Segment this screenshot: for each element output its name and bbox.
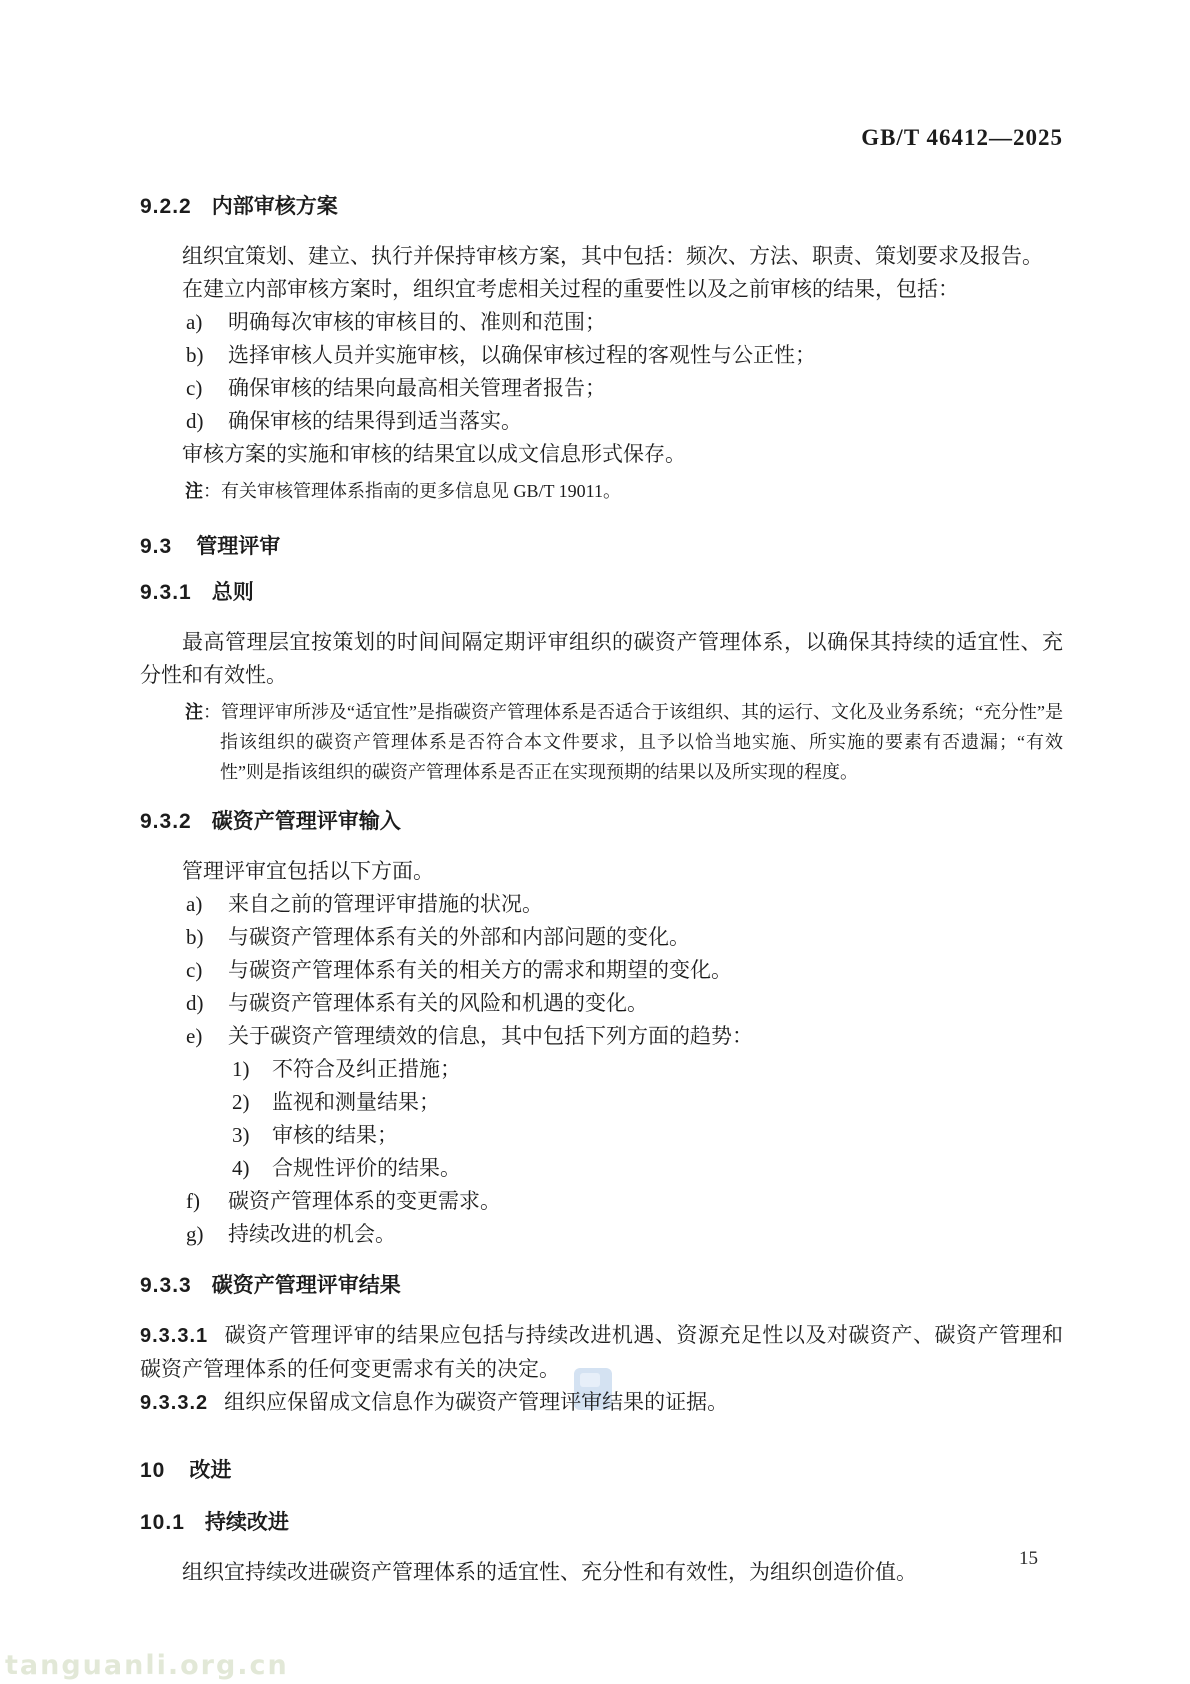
list-item-text: 关于碳资产管理绩效的信息，其中包括下列方面的趋势：	[228, 1024, 753, 1048]
list-item-text: 与碳资产管理体系有关的风险和机遇的变化。	[228, 991, 648, 1015]
page-content	[140, 196, 1063, 1589]
heading-number: 9.3.2	[140, 810, 192, 833]
numbered-sublist	[140, 1053, 1063, 1185]
lettered-list	[140, 888, 1063, 1053]
clause-9-3-3-1	[140, 1319, 1063, 1386]
list-item	[186, 339, 1063, 372]
list-item	[186, 306, 1063, 339]
list-item	[186, 954, 1063, 987]
list-item-text: 监视和测量结果；	[272, 1090, 440, 1114]
heading-9-3-3	[140, 1275, 1063, 1297]
paragraph: 最高管理层宜按策划的时间间隔定期评审组织的碳资产管理体系，以确保其持续的适宜性、充分性和有效性。	[140, 630, 1063, 687]
list-item-text: 碳资产管理体系的变更需求。	[228, 1189, 501, 1213]
list-marker: 4)	[232, 1156, 250, 1180]
paragraph: 审核方案的实施和审核的结果宜以成文信息形式保存。	[182, 442, 686, 466]
clause-text: 组织应保留成文信息作为碳资产管理评审结果的证据。	[224, 1390, 729, 1414]
paragraph: 管理评审宜包括以下方面。	[182, 859, 434, 883]
sublist-item	[232, 1053, 1063, 1086]
heading-10	[140, 1460, 1063, 1482]
heading-number: 9.3	[140, 535, 173, 558]
list-marker: e)	[186, 1024, 203, 1048]
clause-9-3-3-2	[140, 1386, 1063, 1420]
heading-title: 碳资产管理评审输入	[211, 810, 401, 833]
heading-10-1	[140, 1512, 1063, 1534]
note-label: 注	[185, 481, 203, 501]
list-marker: b)	[186, 925, 204, 949]
site-watermark-text: tanguanli.org.cn	[5, 1650, 289, 1681]
list-item-text: 审核的结果；	[272, 1123, 398, 1147]
clause-number: 9.3.3.2	[140, 1392, 209, 1414]
list-marker: 1)	[232, 1057, 250, 1081]
list-item-text: 确保审核的结果得到适当落实。	[228, 409, 522, 433]
list-item-text: 选择审核人员并实施审核，以确保审核过程的客观性与公正性；	[228, 343, 816, 367]
sublist-item	[232, 1152, 1063, 1185]
list-marker: g)	[186, 1222, 204, 1246]
list-marker: c)	[186, 958, 203, 982]
list-marker: 3)	[232, 1123, 250, 1147]
note	[185, 697, 1064, 787]
list-item-text: 明确每次审核的审核目的、准则和范围；	[228, 310, 606, 334]
list-item-text: 不符合及纠正措施；	[272, 1057, 461, 1081]
list-item	[186, 372, 1063, 405]
list-item	[186, 921, 1063, 954]
heading-number: 9.2.2	[140, 195, 192, 218]
heading-number: 10	[140, 1459, 166, 1482]
list-marker: b)	[186, 343, 204, 367]
list-marker: a)	[186, 310, 203, 334]
note-label: 注	[185, 702, 204, 722]
heading-title: 碳资产管理评审结果	[211, 1274, 401, 1297]
list-marker: d)	[186, 409, 204, 433]
note	[185, 476, 1063, 506]
list-item	[186, 405, 1063, 438]
list-marker: a)	[186, 892, 203, 916]
heading-number: 9.3.1	[140, 581, 192, 604]
heading-9-2-2	[140, 196, 1063, 218]
lettered-list	[140, 1185, 1063, 1251]
list-marker: c)	[186, 376, 203, 400]
list-marker: f)	[186, 1189, 200, 1213]
sublist-item	[232, 1119, 1063, 1152]
heading-title: 内部审核方案	[211, 195, 338, 218]
note-text: ：管理评审所涉及“适宜性”是指碳资产管理体系是否适合于该组织、其的运行、文化及业务系统；“充分性”是指该组织的碳资产管理体系是否符合本文件要求，且予以恰当地实施、所实施的要素有否遗漏；“有效性”则是指该组织的碳资产管理体系是否正在实现预期的结果以及所实现的程度。	[203, 702, 1064, 782]
paragraph: 在建立内部审核方案时，组织宜考虑相关过程的重要性以及之前审核的结果，包括：	[182, 277, 959, 301]
list-item-text: 确保审核的结果向最高相关管理者报告；	[228, 376, 606, 400]
page-number: 15	[1019, 1548, 1038, 1569]
clause-number: 9.3.3.1	[140, 1325, 209, 1347]
sublist-item	[232, 1086, 1063, 1119]
list-marker: 2)	[232, 1090, 250, 1114]
heading-9-3-1	[140, 582, 1063, 604]
heading-title: 管理评审	[196, 535, 281, 558]
list-item-text: 与碳资产管理体系有关的相关方的需求和期望的变化。	[228, 958, 732, 982]
paragraph: 组织宜持续改进碳资产管理体系的适宜性、充分性和有效性，为组织创造价值。	[182, 1560, 917, 1584]
list-item	[186, 1020, 1063, 1053]
heading-title: 总则	[211, 581, 254, 604]
list-item	[186, 888, 1063, 921]
heading-number: 10.1	[140, 1511, 185, 1534]
lettered-list	[140, 306, 1063, 438]
list-item	[186, 1218, 1063, 1251]
list-item-text: 来自之前的管理评审措施的状况。	[228, 892, 543, 916]
heading-number: 9.3.3	[140, 1274, 192, 1297]
paragraph: 组织宜策划、建立、执行并保持审核方案，其中包括：频次、方法、职责、策划要求及报告。	[182, 244, 1043, 268]
heading-9-3-2	[140, 811, 1063, 833]
heading-title: 持续改进	[204, 1511, 289, 1534]
document-code-header: GB/T 46412—2025	[861, 125, 1063, 150]
list-marker: d)	[186, 991, 204, 1015]
list-item	[186, 987, 1063, 1020]
clause-text: 碳资产管理评审的结果应包括与持续改进机遇、资源充足性以及对碳资产、碳资产管理和碳资产管理体系的任何变更需求有关的决定。	[140, 1323, 1063, 1381]
list-item	[186, 1185, 1063, 1218]
heading-9-3	[140, 536, 1063, 558]
list-item-text: 合规性评价的结果。	[272, 1156, 461, 1180]
list-item-text: 持续改进的机会。	[228, 1222, 396, 1246]
list-item-text: 与碳资产管理体系有关的外部和内部问题的变化。	[228, 925, 690, 949]
note-text: ：有关审核管理体系指南的更多信息见 GB/T 19011。	[203, 481, 622, 501]
heading-title: 改进	[189, 1459, 232, 1482]
